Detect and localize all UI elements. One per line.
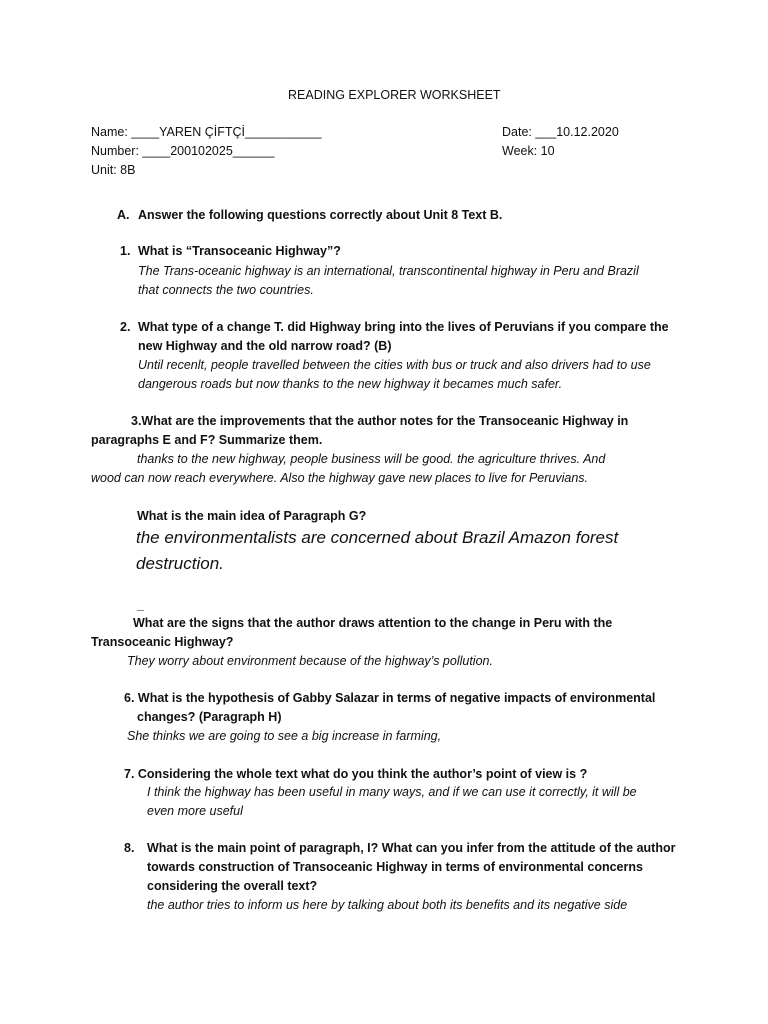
question-1-text: What is “Transoceanic Highway”? (138, 244, 341, 258)
question-5-line-1: What are the signs that the author draws attention to the change in Peru with the (133, 616, 613, 630)
question-8-line-2: towards construction of Transoceanic Highway in terms of environmental concerns (147, 860, 643, 874)
question-8-line-3: considering the overall text? (147, 879, 318, 893)
answer-3-line-1: thanks to the new highway, people business will be good. the agriculture thrives. And (137, 452, 606, 466)
week-field: Week: 10 (502, 144, 555, 158)
answer-4-line-2: destruction. (136, 554, 224, 573)
question-8-line-1: What is the main point of paragraph, I? What can you infer from the attitude of the author (147, 841, 676, 855)
question-1-number: 1. (120, 244, 131, 258)
answer-3-line-2: wood can now reach everywhere. Also the highway gave new places to live for Peruvians. (91, 471, 589, 485)
question-2-line-2: new Highway and the old narrow road? (B) (138, 339, 392, 353)
question-6-line-2: changes? (Paragraph H) (137, 710, 282, 724)
answer-2-line-2: dangerous roads but now thanks to the new highway it becames much safer. (138, 377, 563, 391)
section-a-instruction: Answer the following questions correctly about Unit 8 Text B. (138, 208, 503, 222)
answer-5-text: They worry about environment because of the highway’s pollution. (127, 654, 493, 668)
answer-1-line-2: that connects the two countries. (138, 283, 314, 297)
answer-6-text: She thinks we are going to see a big increase in farming, (127, 729, 442, 743)
answer-2-line-1: Until recenlt, people travelled between the cities with bus or truck and also drivers had to use (138, 358, 651, 372)
answer-7-line-2: even more useful (147, 804, 243, 818)
question-6-line-1: 6. What is the hypothesis of Gabby Salazar in terms of negative impacts of environmental (124, 691, 656, 705)
question-2-number: 2. (120, 320, 131, 334)
question-4-text: What is the main idea of Paragraph G? (137, 509, 367, 523)
answer-7-line-1: I think the highway has been useful in many ways, and if we can use it correctly, it will be (147, 785, 637, 799)
worksheet-title: READING EXPLORER WORKSHEET (288, 88, 501, 102)
question-3-line-2: paragraphs E and F? Summarize them. (91, 433, 323, 447)
section-a-letter: A. (117, 208, 130, 222)
question-7-text: 7. Considering the whole text what do you think the author’s point of view is ? (124, 767, 588, 781)
unit-field: Unit: 8B (91, 163, 136, 177)
question-3-line-1: 3.What are the improvements that the author notes for the Transoceanic Highway in (131, 414, 629, 428)
answer-4-line-1: the environmentalists are concerned about Brazil Amazon forest (136, 528, 619, 547)
question-2-line-1: What type of a change T. did Highway bring into the lives of Peruvians if you compare the (138, 320, 669, 334)
name-field: Name: ____YAREN ÇİFTÇİ___________ (91, 125, 322, 139)
answer-8-text: the author tries to inform us here by talking about both its benefits and its negative side (147, 898, 628, 912)
date-field: Date: ___10.12.2020 (502, 125, 619, 139)
answer-1-line-1: The Trans-oceanic highway is an international, transcontinental highway in Peru and Brazil (138, 264, 639, 278)
question-8-number: 8. (124, 841, 135, 855)
question-5-dash: _ (137, 598, 144, 612)
number-field: Number: ____200102025______ (91, 144, 275, 158)
question-5-line-2: Transoceanic Highway? (91, 635, 234, 649)
